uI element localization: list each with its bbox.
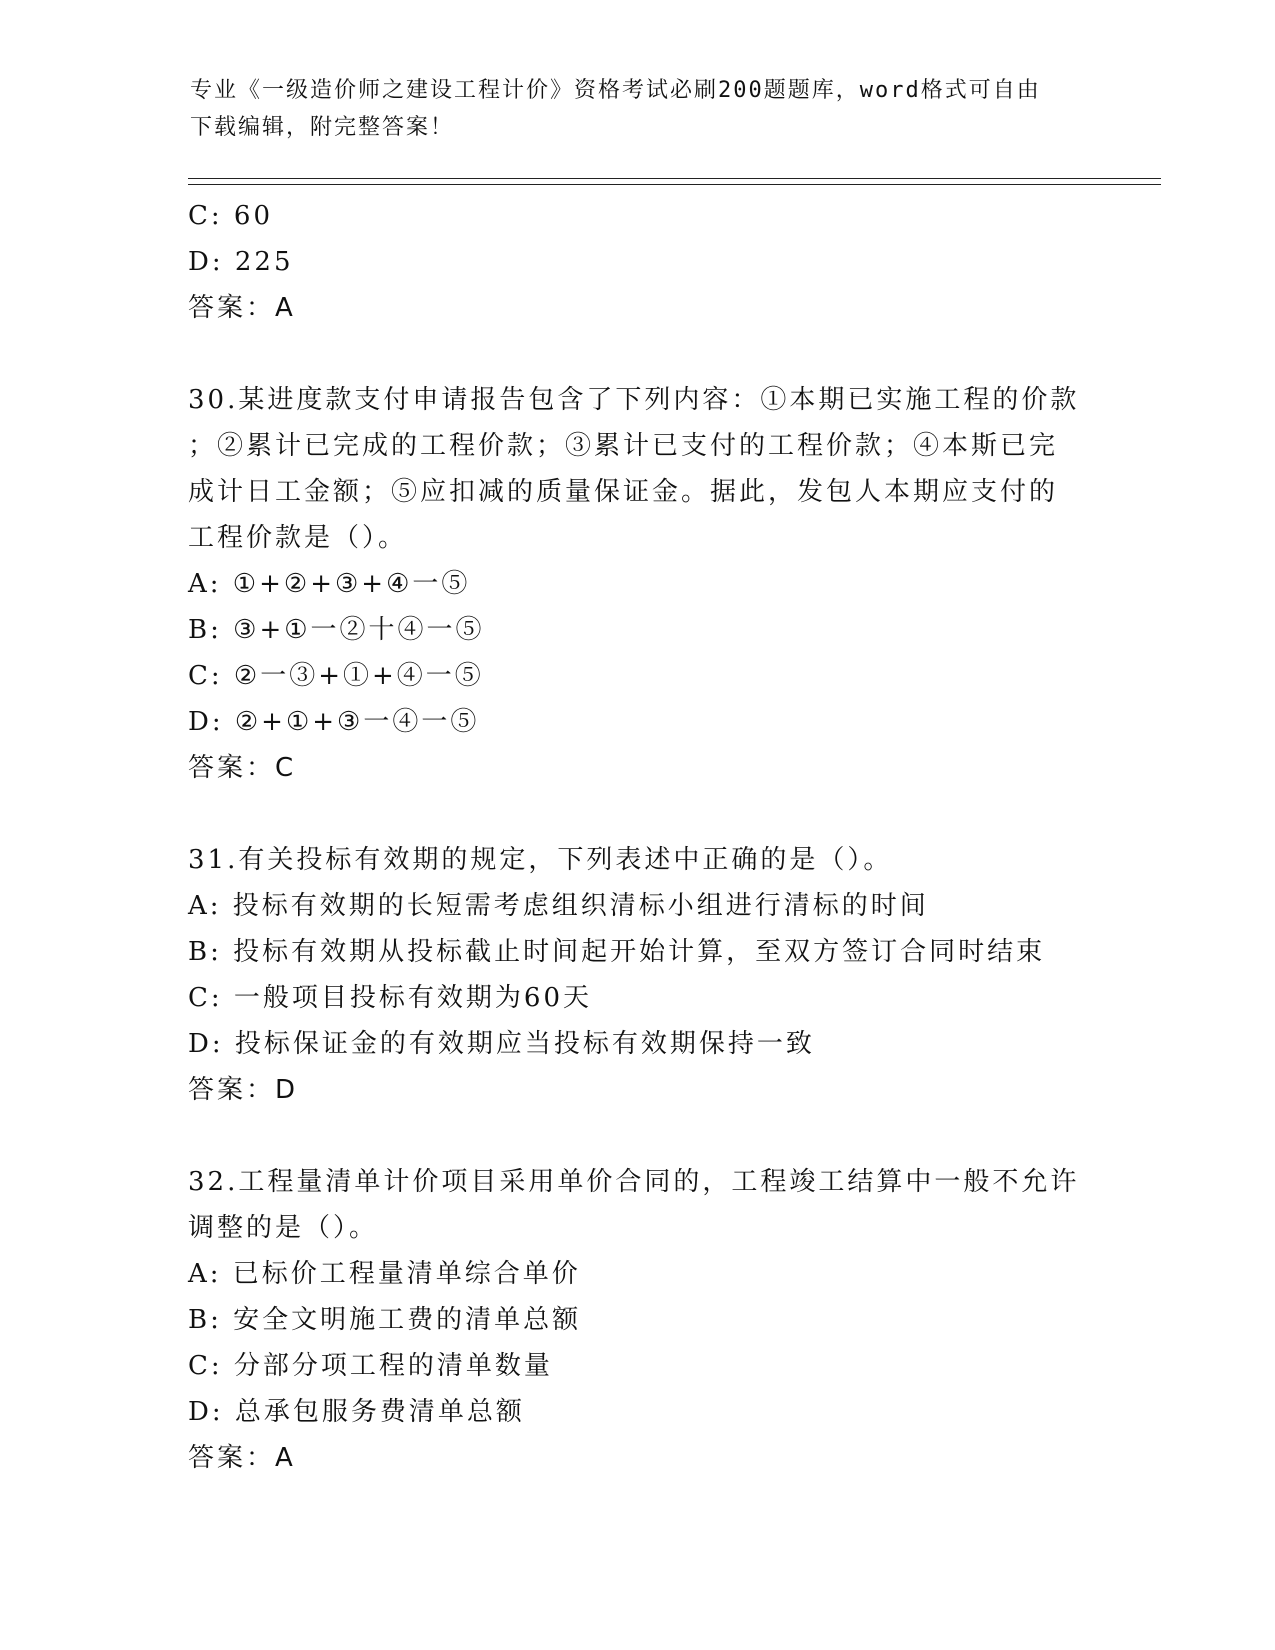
question-text: 调整的是（）。 [188, 1213, 379, 1243]
question-block [188, 837, 1148, 1113]
option-text: B: 安全文明施工费的清单总额 [188, 1305, 582, 1335]
question-block [188, 1159, 1148, 1481]
answer-text: 答案：A [188, 1443, 296, 1473]
option-text: A: 投标有效期的长短需考虑组织清标小组进行清标的时间 [188, 891, 929, 921]
question-list [188, 193, 1148, 1481]
option-text: A: ①+②+③+④一⑤ [188, 569, 471, 599]
option-text: C: 分部分项工程的清单数量 [188, 1351, 553, 1381]
header-line: 专业《一级造价师之建设工程计价》资格考试必刷200题题库，word格式可自由 [190, 78, 1041, 103]
answer-text: 答案：D [188, 1075, 299, 1105]
header-divider [188, 184, 1161, 185]
option-text: D: 225 [188, 247, 294, 277]
answer-text: 答案：A [188, 293, 296, 323]
option-text: B: ③+①一②十④一⑤ [188, 615, 485, 645]
header-divider [188, 178, 1161, 179]
header-line: 下载编辑，附完整答案！ [190, 115, 455, 140]
document-header [190, 72, 1090, 146]
question-text: ；②累计已完成的工程价款；③累计已支付的工程价款；④本斯已完 [188, 431, 1059, 461]
question-text: 工程价款是（）。 [188, 523, 408, 553]
option-text: C: ②一③+①+④一⑤ [188, 661, 484, 691]
option-text: C: 60 [188, 201, 274, 231]
option-text: A: 已标价工程量清单综合单价 [188, 1259, 581, 1289]
option-text: D: 投标保证金的有效期应当投标有效期保持一致 [188, 1029, 815, 1059]
option-text: D: ②+①+③一④一⑤ [188, 707, 480, 737]
question-text: 30.某进度款支付申请报告包含了下列内容：①本期已实施工程的价款 [188, 385, 1080, 415]
question-text: 32.工程量清单计价项目采用单价合同的，工程竣工结算中一般不允许 [188, 1167, 1080, 1197]
option-text: D: 总承包服务费清单总额 [188, 1397, 525, 1427]
answer-text: 答案：C [188, 753, 297, 783]
option-text: B: 投标有效期从投标截止时间起开始计算，至双方签订合同时结束 [188, 937, 1046, 967]
question-block [188, 377, 1148, 791]
question-block [188, 193, 1148, 331]
option-text: C: 一般项目投标有效期为60天 [188, 983, 593, 1013]
question-text: 31.有关投标有效期的规定，下列表述中正确的是（）。 [188, 845, 893, 875]
question-text: 成计日工金额；⑤应扣减的质量保证金。据此，发包人本期应支付的 [188, 477, 1059, 507]
